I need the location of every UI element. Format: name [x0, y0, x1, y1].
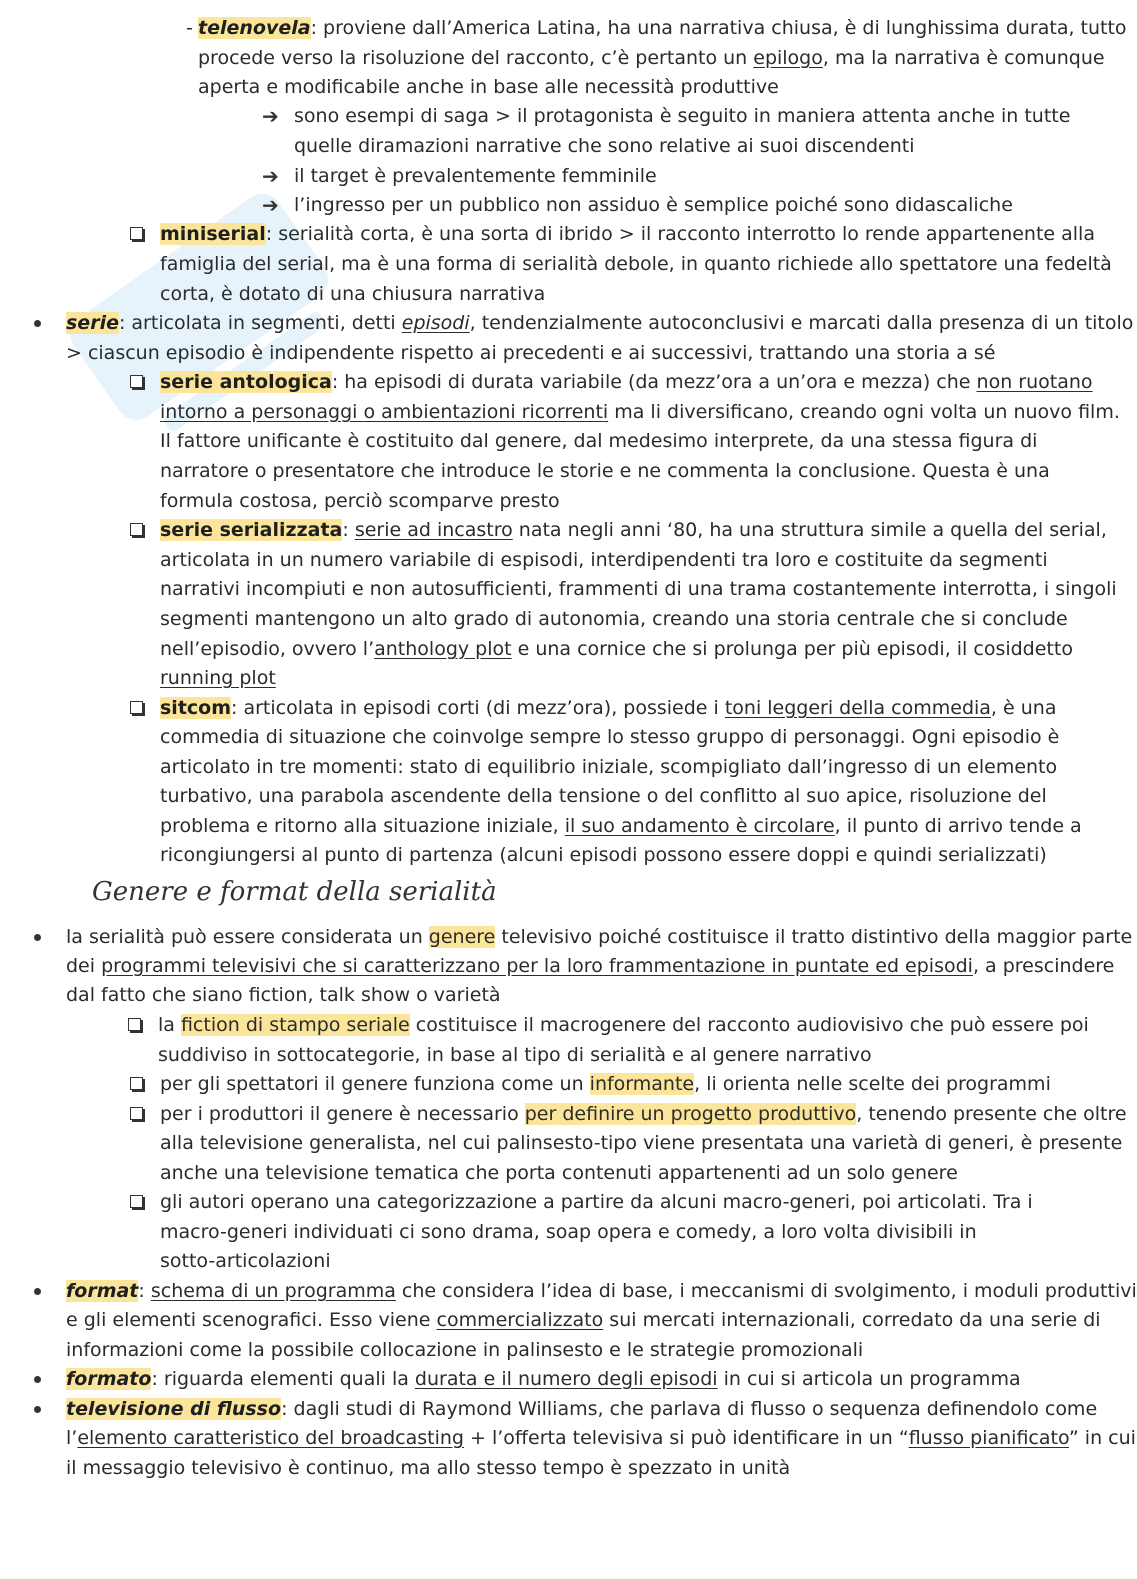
emphasized-text: fiction di stampo seriale — [180, 1014, 410, 1036]
text-span: : riguarda elementi quali la — [151, 1368, 415, 1390]
text-line — [160, 840, 1047, 870]
text-line — [66, 1394, 1097, 1424]
text-span: problema e ritorno alla situazione iniziale, — [160, 815, 565, 837]
text-span: suddiviso in sottocategorie, in base al tipo di serialità e al genere narrativo — [158, 1044, 872, 1066]
text-span: , ma la narrativa è comunque — [822, 47, 1105, 69]
text-span: sui mercati internazionali, corredato da una serie di — [603, 1309, 1101, 1331]
text-line — [66, 1335, 863, 1365]
emphasized-text: running plot — [160, 667, 276, 689]
emphasized-text: durata e il numero degli episodi — [414, 1368, 718, 1390]
text-span: macro-generi individuati ci sono drama, soap opera e comedy, a loro volta divisibili in — [160, 1221, 977, 1243]
text-line — [160, 693, 1056, 723]
text-line — [160, 1069, 1051, 1099]
text-span: alla televisione generalista, nel cui palinsesto-tipo viene presentata una varietà di generi, è presente — [160, 1132, 1123, 1154]
text-line — [160, 486, 560, 516]
text-span: e gli elementi scenografici. Esso viene — [66, 1309, 437, 1331]
text-span: , il punto di arrivo tende a — [834, 815, 1082, 837]
text-span: anche una televisione tematica che porta contenuti appartenenti ad un solo genere — [160, 1162, 958, 1184]
text-span: formula costosa, perciò scomparve presto — [160, 490, 560, 512]
text-span: dal fatto che siano fiction, talk show o varietà — [66, 984, 501, 1006]
text-line — [160, 1158, 958, 1188]
text-line — [160, 663, 276, 693]
emphasized-text: commercializzato — [436, 1309, 604, 1331]
emphasized-text: per definire un progetto produttivo — [524, 1103, 857, 1125]
text-span: commedia di situazione che coinvolge sempre lo stesso gruppo di personaggi. Ogni episodio è — [160, 726, 1060, 748]
text-line — [198, 13, 1127, 43]
bullet-icon — [34, 1376, 41, 1383]
emphasized-text: genere — [428, 926, 496, 948]
dash-icon: - — [186, 17, 193, 39]
text-span: la — [158, 1014, 181, 1036]
text-span: dei — [66, 955, 102, 977]
text-line — [198, 72, 779, 102]
text-line — [160, 1187, 1033, 1217]
text-line — [66, 1423, 1136, 1453]
emphasized-text: telenovela — [198, 17, 311, 39]
arrow-right-icon: ➔ — [262, 193, 279, 217]
text-span: l’ — [66, 1427, 78, 1449]
emphasized-text: non ruotano — [976, 371, 1093, 393]
text-span: Il fattore unificante è costituito dal genere, dal medesimo interprete, da una stessa figura di — [160, 430, 1038, 452]
text-span: > ciascun episodio è indipendente rispetto ai precedenti e ai successivi, trattando una storia a sé — [66, 342, 996, 364]
checkbox-icon — [130, 375, 143, 388]
text-line — [66, 1364, 1021, 1394]
emphasized-text: il suo andamento è circolare — [564, 815, 835, 837]
text-span: nata negli anni ‘80, ha una struttura simile a quella del serial, — [512, 519, 1107, 541]
checkbox-icon — [128, 1018, 141, 1031]
text-span: gli autori operano una categorizzazione a partire da alcuni macro-generi, poi articolati. Tra i — [160, 1191, 1033, 1213]
text-span: in cui si articola un programma — [717, 1368, 1021, 1390]
text-span: ricongiungersi al punto di partenza (alcuni episodi possono essere doppi e quindi serializzati) — [160, 844, 1047, 866]
text-line — [160, 397, 1120, 427]
text-line — [160, 1128, 1122, 1158]
text-line — [160, 456, 1050, 486]
text-line — [160, 219, 1095, 249]
text-span: narrativi incompiuti e non autosufficienti, frammenti di una trama costantemente interrotta, i singoli — [160, 578, 1117, 600]
text-line — [160, 811, 1082, 841]
text-line — [160, 574, 1117, 604]
text-span: articolato in tre momenti: stato di equilibrio iniziale, scompigliato dall’ingresso di un elemento — [160, 756, 1058, 778]
text-span: la serialità può essere considerata un — [66, 926, 429, 948]
section-heading: Genere e format della serialità — [92, 877, 497, 907]
text-span: turbativo, una parabola ascendente della tensione o del conflitto al suo apice, risoluzione del — [160, 785, 1047, 807]
text-span: : articolata in episodi corti (di mezz’ora), possiede i — [231, 697, 725, 719]
text-line — [160, 1217, 977, 1247]
text-span: sono esempi di saga > il protagonista è seguito in maniera attenta anche in tutte — [294, 105, 1071, 127]
emphasized-text: formato — [66, 1368, 152, 1390]
text-span: nell’episodio, ovvero l’ — [160, 638, 375, 660]
emphasized-text: miniserial — [160, 223, 266, 245]
checkbox-icon — [130, 523, 143, 536]
text-span: : — [342, 519, 355, 541]
text-span: : dagli studi di Raymond Williams, che parlava di flusso o sequenza definendolo come — [281, 1398, 1098, 1420]
text-span: ” in cui — [1068, 1427, 1136, 1449]
bullet-icon — [34, 1406, 41, 1413]
text-line — [66, 338, 996, 368]
emphasized-text: intorno a personaggi o ambientazioni ricorrenti — [160, 401, 609, 423]
text-span: segmenti mantengono un alto grado di autonomia, creando una storia centrale che si conclude — [160, 608, 1068, 630]
text-line — [66, 980, 501, 1010]
bullet-icon — [34, 320, 41, 327]
text-span: : ha episodi di durata variabile (da mezz’ora a un’ora e mezza) che — [331, 371, 977, 393]
emphasized-text: epilogo — [753, 47, 823, 69]
text-span: + l’offerta televisiva si può identificare in un “ — [463, 1427, 909, 1449]
text-line — [160, 781, 1047, 811]
text-line — [66, 922, 1132, 952]
text-line — [160, 1246, 331, 1276]
emphasized-text: sitcom — [160, 697, 232, 719]
emphasized-text: toni leggeri della commedia — [724, 697, 991, 719]
text-line — [66, 1453, 790, 1483]
text-line — [66, 1305, 1101, 1335]
text-span: l’ingresso per un pubblico non assiduo è semplice poiché sono didascaliche — [294, 194, 1013, 216]
text-span: , li orienta nelle scelte dei programmi — [694, 1073, 1051, 1095]
text-span: ma li diversificano, creando ogni volta un nuovo film. — [608, 401, 1120, 423]
text-span: sotto-articolazioni — [160, 1250, 331, 1272]
text-span: : — [138, 1280, 151, 1302]
text-span: televisivo poiché costituisce il tratto distintivo della maggior parte — [495, 926, 1133, 948]
text-line — [160, 279, 545, 309]
emphasized-text: serie ad incastro — [354, 519, 513, 541]
checkbox-icon — [130, 701, 143, 714]
text-span: informazioni come la possibile collocazione in palinsesto e le strategie promozionali — [66, 1339, 864, 1361]
emphasized-text: serie antologica — [160, 371, 332, 393]
emphasized-text: programmi televisivi che si caratterizzano per la loro frammentazione in puntate ed episodi — [101, 955, 973, 977]
text-span: articolata in un numero variabile di espisodi, interdipendenti tra loro e costituite da segmenti — [160, 549, 1048, 571]
emphasized-text: schema di un programma — [150, 1280, 396, 1302]
text-span: e una cornice che si prolunga per più episodi, il cosiddetto — [511, 638, 1073, 660]
text-span: quelle diramazioni narrative che sono relative ai suoi discendenti — [294, 135, 915, 157]
text-line — [160, 367, 1093, 397]
emphasized-text: informante — [589, 1073, 695, 1095]
text-line — [160, 752, 1057, 782]
emphasized-text: serie serializzata — [160, 519, 343, 541]
text-span: per gli spettatori il genere funziona come un — [160, 1073, 590, 1095]
text-line — [294, 161, 657, 191]
text-span: narratore o presentatore che introduce le storie e ne commenta la conclusione. Questa è una — [160, 460, 1050, 482]
text-line — [160, 604, 1068, 634]
text-line — [160, 545, 1048, 575]
text-line — [160, 249, 1112, 279]
text-line — [160, 1099, 1127, 1129]
text-line — [294, 101, 1070, 131]
emphasized-text: format — [66, 1280, 139, 1302]
checkbox-icon — [130, 1195, 143, 1208]
text-line — [294, 131, 915, 161]
arrow-right-icon: ➔ — [262, 164, 279, 188]
text-span: famiglia del serial, ma è una forma di serialità debole, in quanto richiede allo spettatore una fedeltà — [160, 253, 1112, 275]
text-span: che considera l’idea di base, i meccanismi di svolgimento, i moduli produttivi — [395, 1280, 1137, 1302]
emphasized-text: serie — [66, 312, 119, 334]
text-line — [160, 722, 1059, 752]
text-span: il messaggio televisivo è continuo, ma allo stesso tempo è spezzato in unità — [66, 1457, 791, 1479]
emphasized-text: elemento caratteristico del broadcasting — [77, 1427, 464, 1449]
text-line — [198, 43, 1105, 73]
bullet-icon — [34, 1288, 41, 1295]
text-line — [160, 426, 1037, 456]
text-line — [294, 190, 1013, 220]
text-span: il target è prevalentemente femminile — [294, 165, 657, 187]
text-span: : serialità corta, è una sorta di ibrido > il racconto interrotto lo rende appartenente alla — [265, 223, 1095, 245]
text-span: : articolata in segmenti, detti — [118, 312, 402, 334]
text-span: , tendenzialmente autoconclusivi e marcati dalla presenza di un titolo — [469, 312, 1134, 334]
text-line — [160, 515, 1107, 545]
checkbox-icon — [130, 1077, 143, 1090]
text-line — [158, 1010, 1089, 1040]
text-span: , tenendo presente che oltre — [856, 1103, 1127, 1125]
text-span: , è una — [990, 697, 1057, 719]
bullet-icon — [34, 934, 41, 941]
text-line — [66, 951, 1114, 981]
text-line — [158, 1040, 872, 1070]
text-span: aperta e modificabile anche in base alle necessità produttive — [198, 76, 779, 98]
text-span: : proviene dall’America Latina, ha una narrativa chiusa, è di lunghissima durata, tutto — [310, 17, 1127, 39]
text-span: per i produttori il genere è necessario — [160, 1103, 525, 1125]
arrow-right-icon: ➔ — [262, 104, 279, 128]
emphasized-text: flusso pianificato — [908, 1427, 1069, 1449]
text-span: costituisce il macrogenere del racconto audiovisivo che può essere poi — [409, 1014, 1089, 1036]
text-span: procede verso la risoluzione del racconto, c’è pertanto un — [198, 47, 754, 69]
checkbox-icon — [130, 227, 143, 240]
emphasized-text: televisione di flusso — [66, 1398, 282, 1420]
emphasized-text: episodi — [401, 312, 470, 334]
checkbox-icon — [130, 1107, 143, 1120]
emphasized-text: anthology plot — [374, 638, 512, 660]
text-span: , a prescindere — [972, 955, 1115, 977]
text-line — [66, 1276, 1137, 1306]
text-span: corta, è dotato di una chiusura narrativa — [160, 283, 546, 305]
text-line — [66, 308, 1133, 338]
text-line — [160, 634, 1073, 664]
